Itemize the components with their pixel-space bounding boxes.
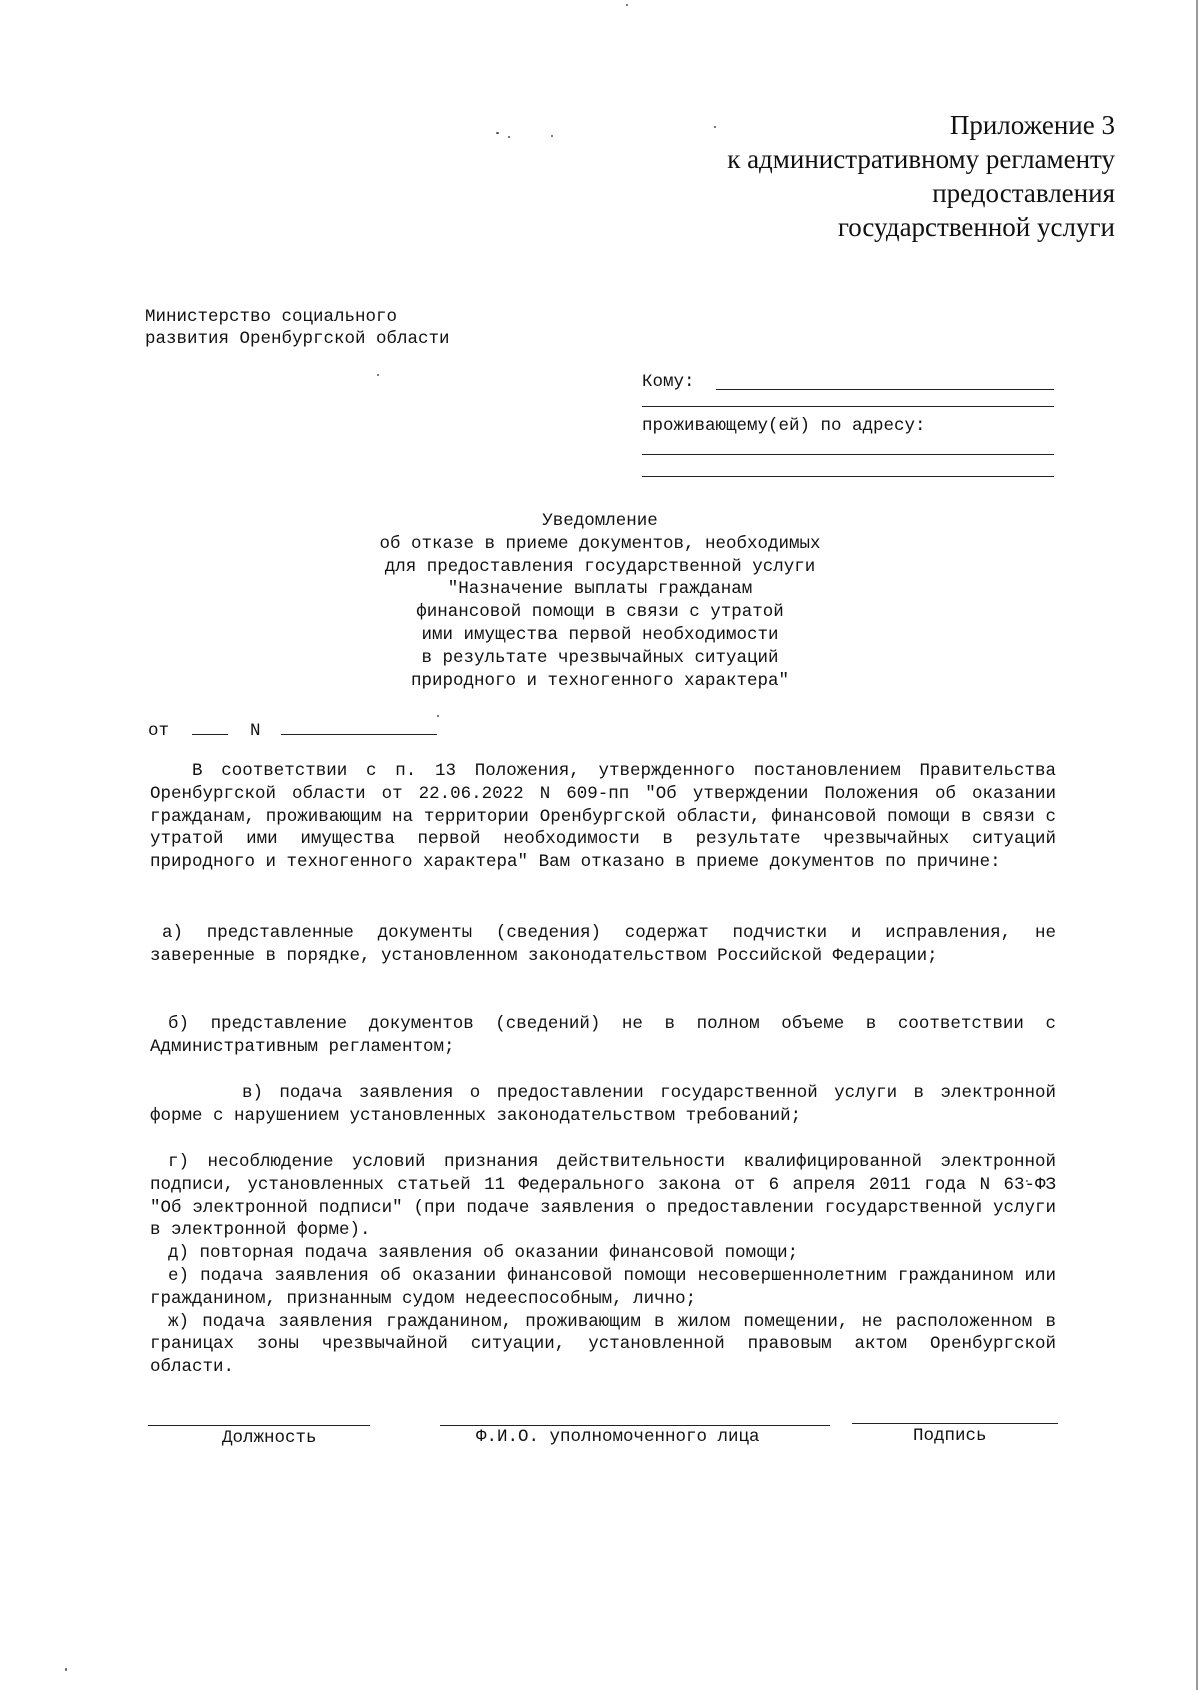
ministry-name [145, 306, 450, 350]
title-line: ими имущества первой необходимости [421, 624, 779, 645]
reason-a: а) представленные документы (сведения) содержат подчистки и исправления, не заверенные в порядке, установленном законодательством Российской Федерации; [150, 923, 1056, 966]
appendix-line: предоставления [932, 178, 1115, 208]
reason-b-block [150, 1013, 1056, 1059]
reason-v-block [150, 1082, 1056, 1128]
date-number-row [148, 717, 437, 741]
title-line: Уведомление [542, 511, 658, 531]
addressee-address-row [642, 416, 1054, 438]
addressee-address-blank [642, 454, 1054, 455]
title-line: в результате чрезвычайных ситуаций [421, 647, 779, 668]
addressee-address-blank [642, 476, 1054, 477]
title-line: "Назначение выплаты гражданам [447, 579, 753, 600]
appendix-header [727, 108, 1115, 244]
reason-a-block [150, 922, 1056, 968]
addressee-to-row [642, 372, 1054, 394]
reason-d: д) повторная подача заявления об оказании финансовой помощи; [168, 1243, 799, 1264]
scan-speck [508, 136, 510, 138]
reason-zh: ж) подача заявления гражданином, проживающим в жилом помещении, не расположенном в границах зоны чрезвычайной ситуации, установленной правовым актом Оренбургской области. [150, 1311, 1056, 1378]
appendix-line: государственной услуги [837, 212, 1115, 242]
intro-paragraph: В соответствии с п. 13 Положения, утвержденного постановлением Правительства Оренбургской области от 22.06.2022 N 609-пп "Об утверждении Положения об оказании гражданам, проживающим на территории Оренбургской области, финансовой помощи в связи с утратой ими имущества первой необходимости в результате чрезвычайных ситуаций природного и техногенного характера" Вам отказано в приеме документов по причине: [150, 761, 1056, 873]
reason-b: б) представление документов (сведений) не в полном объеме в соответствии с Административным регламентом; [150, 1014, 1056, 1057]
addressee-blank-line [642, 406, 1054, 407]
reason-v: в) подача заявления о предоставлении государственной услуги в электронной форме с нарушением установленных законодательством требований; [150, 1083, 1056, 1126]
number-label: N [250, 721, 261, 741]
name-line [440, 1425, 830, 1426]
title-line: для предоставления государственной услуги [384, 556, 816, 577]
date-blank [192, 717, 228, 735]
position-line [148, 1425, 370, 1426]
ministry-line: Министерство социального [145, 307, 398, 327]
appendix-line: Приложение 3 [949, 110, 1115, 140]
addressee-to-label: Кому: [642, 372, 695, 392]
scan-speck [377, 374, 379, 376]
reason-g: г) несоблюдение условий признания действительности квалифицированной электронной подписи, установленных статьей 11 Федерального закона от 6 апреля 2011 года N 63-ФЗ "Об электронной подписи" (при подаче заявления о предоставлении государственной услуги в электронной форме). [150, 1152, 1056, 1241]
scan-speck [714, 126, 716, 128]
addressee-address-lines [642, 438, 1054, 484]
scan-speck [551, 135, 553, 137]
appendix-line: к административному регламенту [727, 144, 1115, 174]
number-blank [281, 717, 437, 735]
date-from-label: от [148, 721, 170, 741]
addressee-address-label: проживающему(ей) по адресу: [642, 416, 926, 436]
signature-line [852, 1423, 1058, 1424]
scan-edge [1196, 0, 1198, 1690]
position-label: Должность [222, 1428, 317, 1448]
scan-speck [437, 715, 439, 717]
notice-title [300, 510, 900, 692]
scan-speck [65, 1668, 67, 1671]
reason-e: е) подача заявления об оказании финансовой помощи несовершеннолетним гражданином или гражданином, признанным судом недееспособным, лично; [150, 1265, 1056, 1309]
scan-speck [496, 132, 499, 134]
addressee-to-blank [716, 389, 1054, 390]
name-label: Ф.И.О. уполномоченного лица [476, 1427, 760, 1447]
addressee-extra-row [642, 394, 1054, 416]
title-line: об отказе в приеме документов, необходимых [379, 533, 821, 554]
signature-label: Подпись [913, 1426, 987, 1446]
scan-speck [626, 4, 628, 6]
body-intro [150, 760, 1056, 874]
title-line: финансовой помощи в связи с утратой [416, 602, 784, 623]
addressee-block [642, 372, 1054, 484]
title-line: природного и техногенного характера" [410, 670, 790, 691]
ministry-line: развития Оренбургской области [145, 329, 450, 349]
reason-g-block [150, 1151, 1056, 1379]
